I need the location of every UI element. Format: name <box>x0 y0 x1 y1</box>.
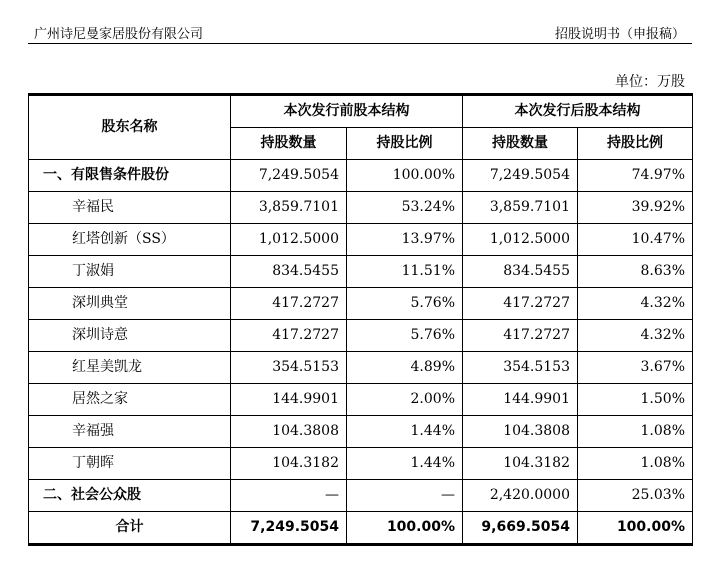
row-name: 丁朝晖 <box>29 448 231 480</box>
cell-after-ratio: 10.47% <box>578 224 693 256</box>
cell-before-ratio: 53.24% <box>347 192 463 224</box>
cell-before-ratio: — <box>347 480 463 512</box>
group-header-before: 本次发行前股本结构 <box>231 95 463 128</box>
cell-before-qty: 104.3182 <box>231 448 347 480</box>
cell-after-qty: 1,012.5000 <box>463 224 578 256</box>
cell-before-qty: 104.3808 <box>231 416 347 448</box>
cell-after-qty: 2,420.0000 <box>463 480 578 512</box>
table-row <box>29 480 693 512</box>
cell-after-ratio: 4.32% <box>578 320 693 352</box>
row-name: 辛福民 <box>29 192 231 224</box>
cell-after-ratio: 4.32% <box>578 288 693 320</box>
cell-before-qty: 3,859.7101 <box>231 192 347 224</box>
cell-after-ratio: 1.08% <box>578 416 693 448</box>
row-name: 红塔创新（SS） <box>29 224 231 256</box>
cell-after-qty: 417.2727 <box>463 288 578 320</box>
cell-before-ratio: 5.76% <box>347 288 463 320</box>
cell-after-ratio: 25.03% <box>578 480 693 512</box>
cell-after-qty: 3,859.7101 <box>463 192 578 224</box>
sub-header-before-qty: 持股数量 <box>231 128 347 160</box>
row-name: 二、社会公众股 <box>29 480 231 512</box>
cell-before-qty: 7,249.5054 <box>231 160 347 192</box>
table-row <box>29 288 693 320</box>
cell-before-ratio: 13.97% <box>347 224 463 256</box>
cell-before-ratio: 1.44% <box>347 416 463 448</box>
row-name: 辛福强 <box>29 416 231 448</box>
cell-after-qty: 834.5455 <box>463 256 578 288</box>
document-title: 招股说明书（申报稿） <box>554 27 685 42</box>
cell-before-qty: 417.2727 <box>231 320 347 352</box>
row-name: 丁淑娟 <box>29 256 231 288</box>
cell-before-ratio: 5.76% <box>347 320 463 352</box>
unit-label: 单位：万股 <box>615 74 685 90</box>
cell-after-qty: 104.3182 <box>463 448 578 480</box>
total-before-qty: 7,249.5054 <box>231 512 347 545</box>
total-row <box>29 512 693 545</box>
total-label: 合计 <box>29 512 231 545</box>
table-row <box>29 416 693 448</box>
cell-after-qty: 144.9901 <box>463 384 578 416</box>
cell-after-qty: 104.3808 <box>463 416 578 448</box>
total-before-ratio: 100.00% <box>347 512 463 545</box>
table-row <box>29 256 693 288</box>
cell-after-qty: 354.5153 <box>463 352 578 384</box>
row-name: 红星美凯龙 <box>29 352 231 384</box>
cell-after-ratio: 3.67% <box>578 352 693 384</box>
share-structure-table <box>28 93 693 546</box>
group-header-after: 本次发行后股本结构 <box>463 95 693 128</box>
sub-header-before-ratio: 持股比例 <box>347 128 463 160</box>
table-row <box>29 352 693 384</box>
row-name: 居然之家 <box>29 384 231 416</box>
row-name: 一、有限售条件股份 <box>29 160 231 192</box>
table-row <box>29 448 693 480</box>
cell-before-ratio: 4.89% <box>347 352 463 384</box>
cell-before-ratio: 1.44% <box>347 448 463 480</box>
cell-after-ratio: 1.08% <box>578 448 693 480</box>
cell-before-qty: 834.5455 <box>231 256 347 288</box>
table-row <box>29 384 693 416</box>
total-after-qty: 9,669.5054 <box>463 512 578 545</box>
cell-after-ratio: 74.97% <box>578 160 693 192</box>
footer-rule <box>28 545 692 546</box>
table-row <box>29 224 693 256</box>
company-name: 广州诗尼曼家居股份有限公司 <box>34 27 204 42</box>
cell-before-ratio: 100.00% <box>347 160 463 192</box>
cell-after-ratio: 8.63% <box>578 256 693 288</box>
cell-after-qty: 417.2727 <box>463 320 578 352</box>
cell-before-qty: — <box>231 480 347 512</box>
page-header <box>28 23 691 43</box>
cell-after-ratio: 39.92% <box>578 192 693 224</box>
cell-after-qty: 7,249.5054 <box>463 160 578 192</box>
table-row <box>29 320 693 352</box>
cell-before-qty: 417.2727 <box>231 288 347 320</box>
sub-header-after-ratio: 持股比例 <box>578 128 693 160</box>
col-header-name: 股东名称 <box>29 95 231 160</box>
cell-before-ratio: 11.51% <box>347 256 463 288</box>
cell-before-qty: 144.9901 <box>231 384 347 416</box>
row-name: 深圳典堂 <box>29 288 231 320</box>
header-rule <box>28 43 692 44</box>
cell-before-qty: 1,012.5000 <box>231 224 347 256</box>
table-row <box>29 192 693 224</box>
total-after-ratio: 100.00% <box>578 512 693 545</box>
table-row <box>29 160 693 192</box>
cell-after-ratio: 1.50% <box>578 384 693 416</box>
sub-header-after-qty: 持股数量 <box>463 128 578 160</box>
row-name: 深圳诗意 <box>29 320 231 352</box>
cell-before-qty: 354.5153 <box>231 352 347 384</box>
cell-before-ratio: 2.00% <box>347 384 463 416</box>
